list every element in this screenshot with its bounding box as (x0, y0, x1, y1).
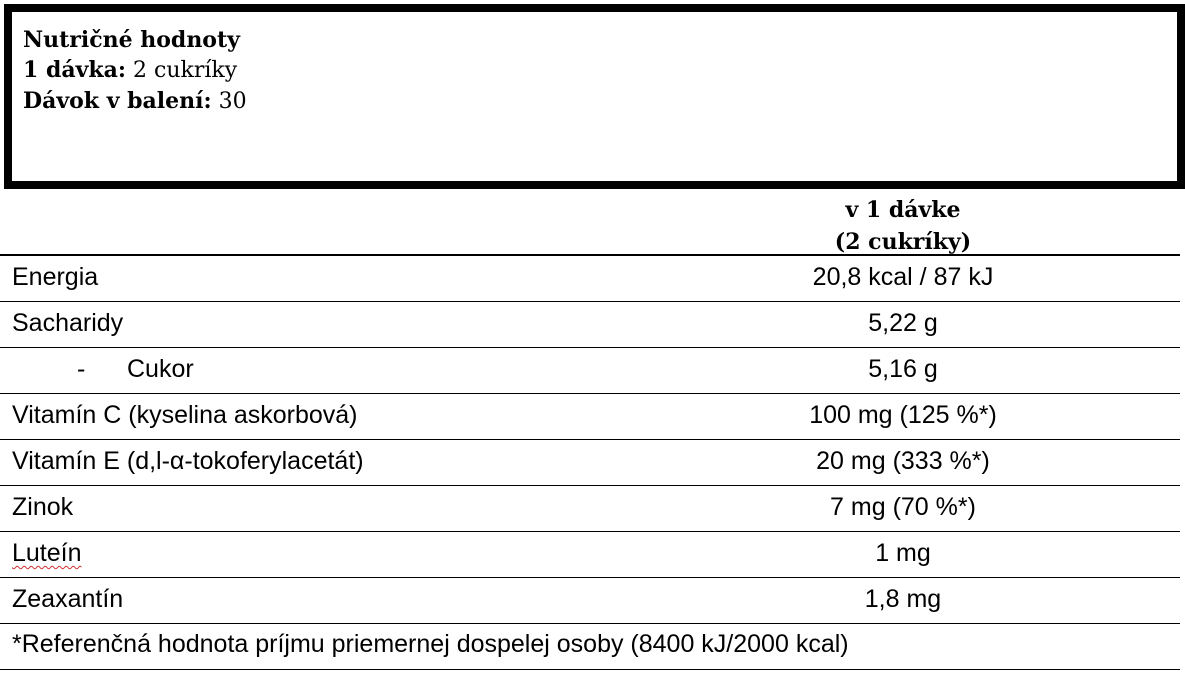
footnote-row (0, 624, 1180, 670)
dose-value: 2 cukríky (126, 58, 238, 83)
table-row (0, 486, 1180, 532)
column-header (628, 194, 1178, 258)
count-line (23, 86, 247, 117)
row-name-sacharidy: Sacharidy (12, 309, 124, 337)
count-label: Dávok v balení: (23, 88, 212, 114)
row-value-lutein: 1 mg (875, 539, 931, 567)
footnote-text: *Referenčná hodnota príjmu priemernej dospelej osoby (8400 kJ/2000 kcal) (12, 630, 849, 658)
column-header-line2: (2 cukríky) (834, 229, 972, 255)
row-name-vitamin-c: Vitamín C (kyselina askorbová) (12, 401, 358, 429)
table-row (0, 302, 1180, 348)
table-row (0, 440, 1180, 486)
table-row (0, 578, 1180, 624)
table-row (0, 256, 1180, 302)
row-name-lutein: Luteín (12, 539, 82, 567)
row-value-zinok: 7 mg (70 %*) (830, 493, 976, 521)
row-value-cukor: 5,16 g (868, 355, 938, 383)
row-value-zeaxantin: 1,8 mg (864, 585, 942, 613)
row-name-zinok: Zinok (12, 493, 74, 521)
sub-item-label: Cukor (127, 355, 194, 383)
row-value-vitamin-e: 20 mg (333 %*) (816, 447, 990, 475)
dose-label: 1 dávka: (23, 57, 127, 83)
table-row (0, 394, 1180, 440)
table-row (0, 532, 1180, 578)
table-row (0, 348, 1180, 394)
row-value-energia: 20,8 kcal / 87 kJ (812, 263, 994, 291)
header-content (23, 25, 247, 117)
table-title: Nutričné hodnoty (23, 27, 240, 53)
row-value-sacharidy: 5,22 g (868, 309, 938, 337)
sub-item-dash: - (77, 355, 86, 383)
row-value-vitamin-c: 100 mg (125 %*) (809, 401, 997, 429)
row-name-zeaxantin: Zeaxantín (12, 585, 124, 613)
dose-line (23, 55, 247, 86)
count-value: 30 (211, 89, 247, 114)
row-name-cukor (77, 355, 194, 384)
row-name-vitamin-e: Vitamín E (d,l-α-tokoferylacetát) (12, 447, 364, 475)
nutrition-table (0, 254, 1180, 670)
column-header-line1: v 1 dávke (845, 197, 961, 223)
row-name-energia: Energia (12, 263, 99, 291)
header-box (4, 4, 1185, 189)
